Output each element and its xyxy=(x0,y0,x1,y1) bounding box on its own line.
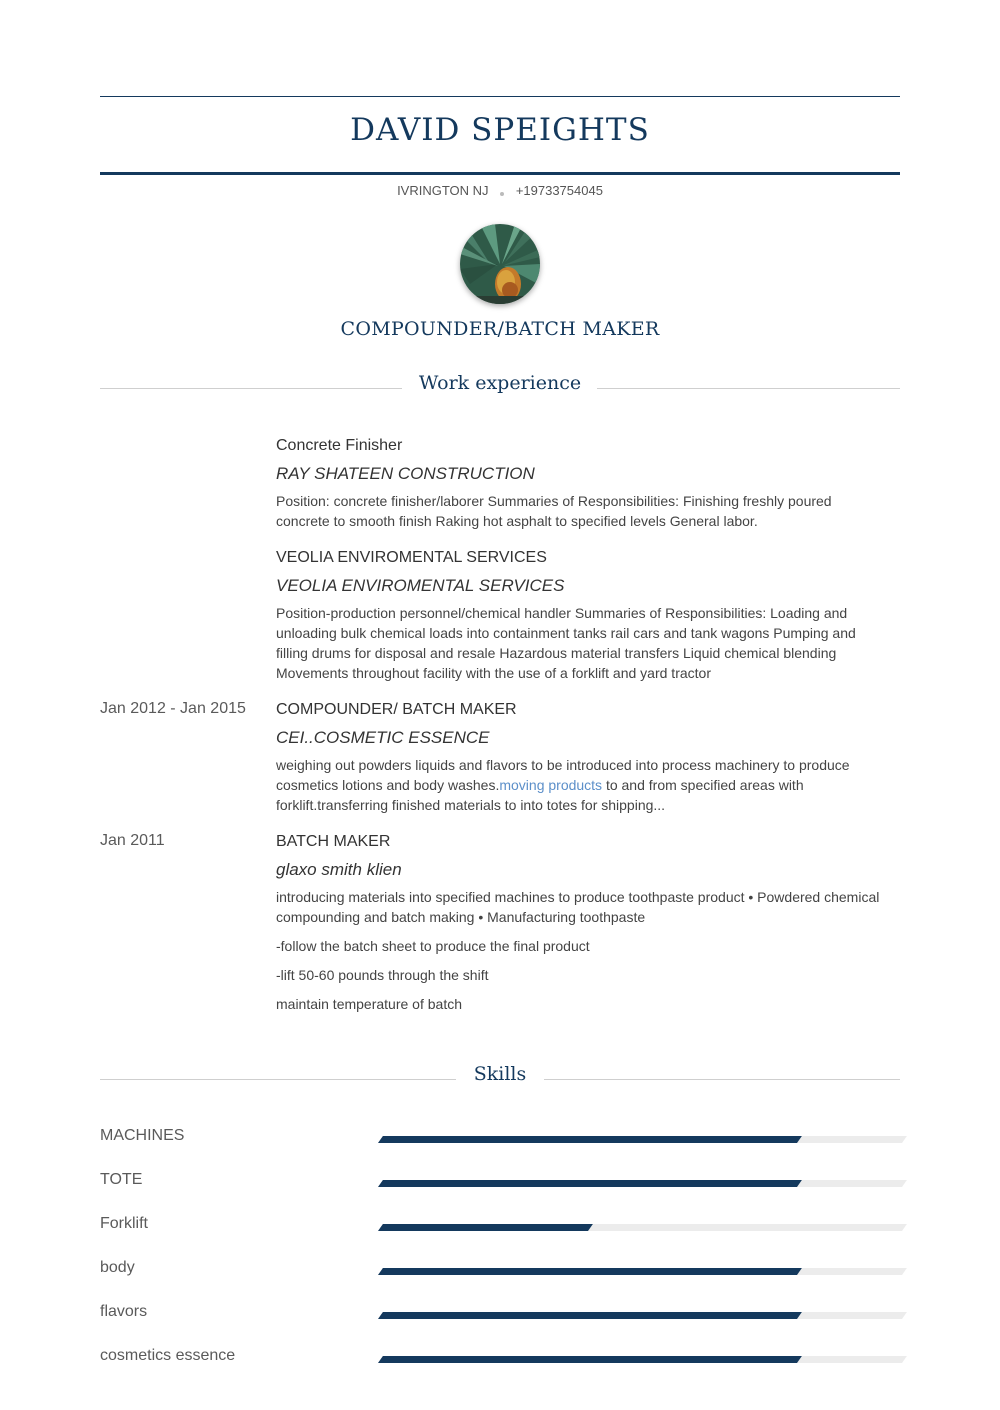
job-description xyxy=(276,603,888,683)
skill-level-track xyxy=(378,1356,907,1363)
avatar xyxy=(460,224,540,304)
skill-row xyxy=(100,1127,905,1151)
job-description xyxy=(276,755,888,815)
skill-level-fill xyxy=(378,1356,802,1363)
job-company: glaxo smith klien xyxy=(276,860,402,879)
skill-level-fill xyxy=(378,1268,802,1275)
job-company: RAY SHATEEN CONSTRUCTION xyxy=(276,464,535,483)
contact-line xyxy=(100,183,900,198)
job-title: Concrete Finisher xyxy=(276,437,403,454)
skill-name: Forklift xyxy=(100,1215,148,1232)
header-bottom-rule xyxy=(100,172,900,175)
job-description-line: -follow the batch sheet to produce the final product xyxy=(276,938,590,954)
section-title: Work experience xyxy=(418,372,582,394)
job-headline: COMPOUNDER/BATCH MAKER xyxy=(340,318,660,340)
job-date: Jan 2012 - Jan 2015 xyxy=(100,700,246,717)
section-rule-right xyxy=(544,1079,900,1080)
skill-level-fill xyxy=(378,1136,802,1143)
skill-name: flavors xyxy=(100,1303,148,1320)
skill-row xyxy=(100,1259,905,1283)
header-top-rule xyxy=(100,96,900,97)
skill-level-track xyxy=(378,1224,907,1231)
moving-products-link[interactable]: moving products xyxy=(499,777,603,793)
job-company: VEOLIA ENVIROMENTAL SERVICES xyxy=(276,576,565,595)
phone-text: +19733754045 xyxy=(515,183,603,198)
job-company: CEI..COSMETIC ESSENCE xyxy=(276,728,490,747)
job-description xyxy=(276,491,888,531)
section-rule-right xyxy=(597,388,900,389)
job-description-text: Position-production personnel/chemical handler Summaries of Responsibilities: Loading and unloading bulk chemical loads into containment tanks rail cars and tank wagons Pumping and filling drums for disposal and resale Hazardous material transfers Liquid chemical blending Movements throughout facility with the use of a forklift and yard tractor xyxy=(276,605,856,681)
skill-level-track xyxy=(378,1180,907,1187)
job-date: Jan 2011 xyxy=(100,832,165,849)
skill-row xyxy=(100,1303,905,1327)
desc-text-after: to and from specified areas with forklift.transferring finished materials to into totes for shipping... xyxy=(276,777,804,813)
location-text: IVRINGTON NJ xyxy=(397,183,489,198)
skill-row xyxy=(100,1171,905,1195)
skill-level-fill xyxy=(378,1312,802,1319)
job-description-line: -lift 50-60 pounds through the shift xyxy=(276,967,489,983)
section-title: Skills xyxy=(473,1063,527,1085)
job-description-text xyxy=(276,755,888,815)
skill-level-track xyxy=(378,1268,907,1275)
work-experience-header xyxy=(100,372,900,402)
skill-row xyxy=(100,1215,905,1239)
job-title: VEOLIA ENVIROMENTAL SERVICES xyxy=(276,549,547,566)
skill-name: body xyxy=(100,1259,135,1276)
desc-text-before: weighing out powders liquids and flavors to be introduced into process machinery to produce cosmetics lotions and body washes. xyxy=(276,757,850,793)
pineapple-photo-icon xyxy=(460,224,540,304)
skill-level-fill xyxy=(378,1180,802,1187)
skills-header xyxy=(100,1063,900,1093)
job-title: BATCH MAKER xyxy=(276,833,391,850)
candidate-name: DAVID SPEIGHTS xyxy=(350,112,650,148)
separator-dot-icon xyxy=(500,192,504,196)
skill-row xyxy=(100,1347,905,1371)
skill-level-track xyxy=(378,1312,907,1319)
job-description-line: maintain temperature of batch xyxy=(276,996,462,1012)
job-description xyxy=(276,887,888,1014)
job-description-text: Position: concrete finisher/laborer Summaries of Responsibilities: Finishing freshly poured concrete to smooth finish Raking hot asphalt to specified levels General labor. xyxy=(276,493,832,529)
skill-name: TOTE xyxy=(100,1171,143,1188)
skill-level-track xyxy=(378,1136,907,1143)
skill-name: cosmetics essence xyxy=(100,1347,236,1364)
skill-level-fill xyxy=(378,1224,592,1231)
job-title: COMPOUNDER/ BATCH MAKER xyxy=(276,701,517,718)
job-description-line: introducing materials into specified machines to produce toothpaste product • Powdered chemical compounding and batch making • Manufacturing toothpaste xyxy=(276,889,880,925)
skill-name: MACHINES xyxy=(100,1127,185,1144)
